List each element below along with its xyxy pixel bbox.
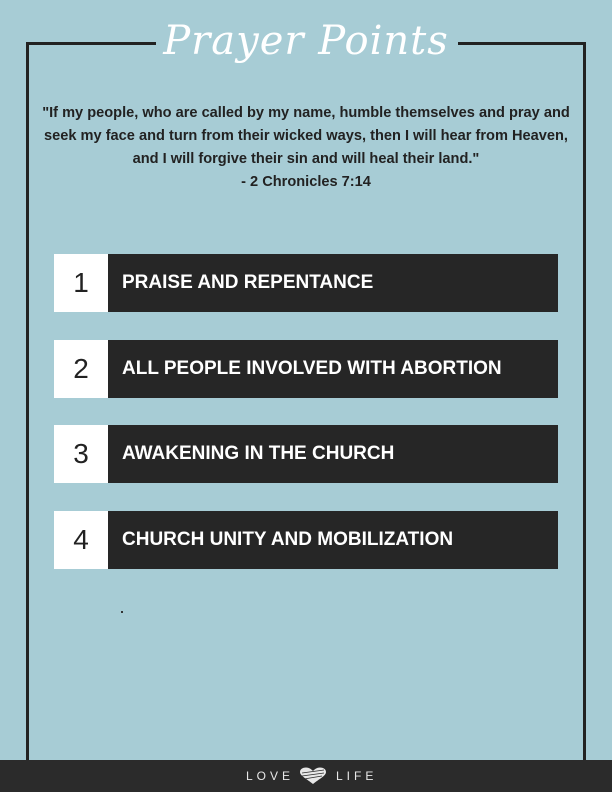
prayer-point-4 bbox=[54, 511, 558, 569]
prayer-point-label: PRAISE AND REPENTANCE bbox=[108, 254, 558, 312]
quote-text: "If my people, who are called by my name, humble themselves and pray and seek my face and turn from their wicked ways, then I will hear from Heaven, and I will forgive their sin and will heal their land." bbox=[42, 105, 570, 167]
frame-right-line bbox=[583, 42, 586, 760]
stray-dot bbox=[121, 611, 123, 613]
heart-icon bbox=[298, 767, 328, 785]
quote-reference: - 2 Chronicles 7:14 bbox=[241, 174, 371, 190]
prayer-point-3 bbox=[54, 425, 558, 483]
scripture-quote bbox=[40, 102, 572, 194]
prayer-point-1 bbox=[54, 254, 558, 312]
prayer-point-label: CHURCH UNITY AND MOBILIZATION bbox=[108, 511, 558, 569]
brand-text-right: LIFE bbox=[336, 769, 378, 783]
prayer-point-label: AWAKENING IN THE CHURCH bbox=[108, 425, 558, 483]
page-title: Prayer Points bbox=[163, 18, 449, 64]
prayer-point-number: 4 bbox=[54, 511, 108, 569]
prayer-point-label: ALL PEOPLE INVOLVED WITH ABORTION bbox=[108, 340, 558, 398]
frame-left-line bbox=[26, 42, 29, 760]
prayer-point-number: 3 bbox=[54, 425, 108, 483]
prayer-point-number: 2 bbox=[54, 340, 108, 398]
prayer-point-2 bbox=[54, 340, 558, 398]
footer bbox=[0, 760, 612, 792]
brand-text-left: LOVE bbox=[246, 769, 295, 783]
prayer-point-number: 1 bbox=[54, 254, 108, 312]
